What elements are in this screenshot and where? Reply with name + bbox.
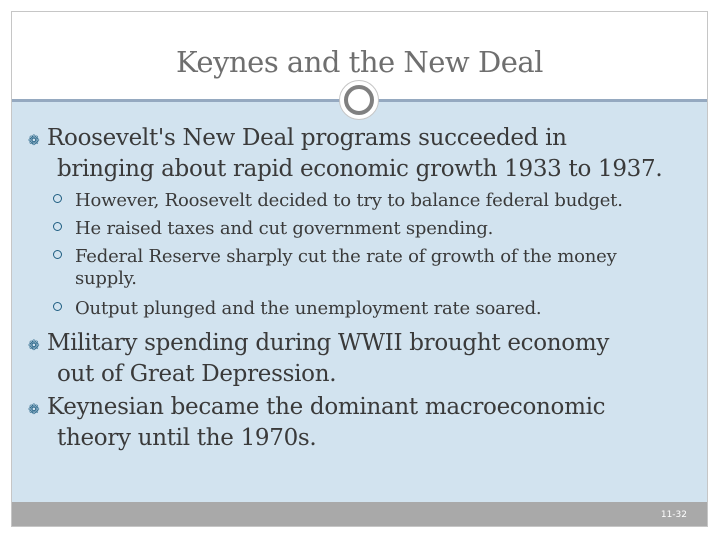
bullet-line: Military spending during WWII brought economy — [47, 330, 610, 356]
circle-ornament-inner — [344, 85, 374, 115]
bullet-line: theory until the 1970s. — [57, 425, 317, 451]
bullet-marker-icon: ❁ — [28, 133, 40, 149]
bullet-marker-icon: ❁ — [28, 338, 40, 354]
sub-bullet-item-3 — [75, 246, 617, 290]
circle-bullet-icon — [53, 250, 62, 259]
sub-bullet-item-2 — [75, 218, 493, 240]
divider-circle-ornament — [339, 80, 379, 120]
bullet-line: bringing about rapid economic growth 1933 to 1937. — [57, 156, 663, 182]
bullet-line: Keynesian became the dominant macroeconomic — [47, 394, 606, 420]
page-number: 11-32 — [660, 510, 687, 520]
circle-bullet-icon — [53, 302, 62, 311]
bullet-item-2 — [28, 328, 610, 390]
sub-bullet-line: Output plunged and the unemployment rate soared. — [75, 298, 542, 319]
sub-bullet-line: He raised taxes and cut government spending. — [75, 218, 494, 239]
circle-bullet-icon — [53, 222, 62, 231]
sub-bullet-line: Federal Reserve sharply cut the rate of growth of the money — [75, 246, 617, 267]
bullet-line: out of Great Depression. — [57, 361, 337, 387]
sub-bullet-item-4 — [75, 298, 541, 320]
bullet-marker-icon: ❁ — [28, 402, 40, 418]
sub-bullet-item-1 — [75, 190, 623, 212]
bullet-item-1 — [28, 123, 663, 185]
circle-bullet-icon — [53, 194, 62, 203]
slide-title: Keynes and the New Deal — [176, 45, 543, 79]
sub-bullet-line: However, Roosevelt decided to try to balance federal budget. — [75, 190, 623, 211]
sub-bullet-line: supply. — [75, 268, 137, 289]
bullet-line: Roosevelt's New Deal programs succeeded in — [47, 125, 567, 151]
bullet-item-3 — [28, 392, 606, 454]
slide-footer — [12, 502, 707, 526]
